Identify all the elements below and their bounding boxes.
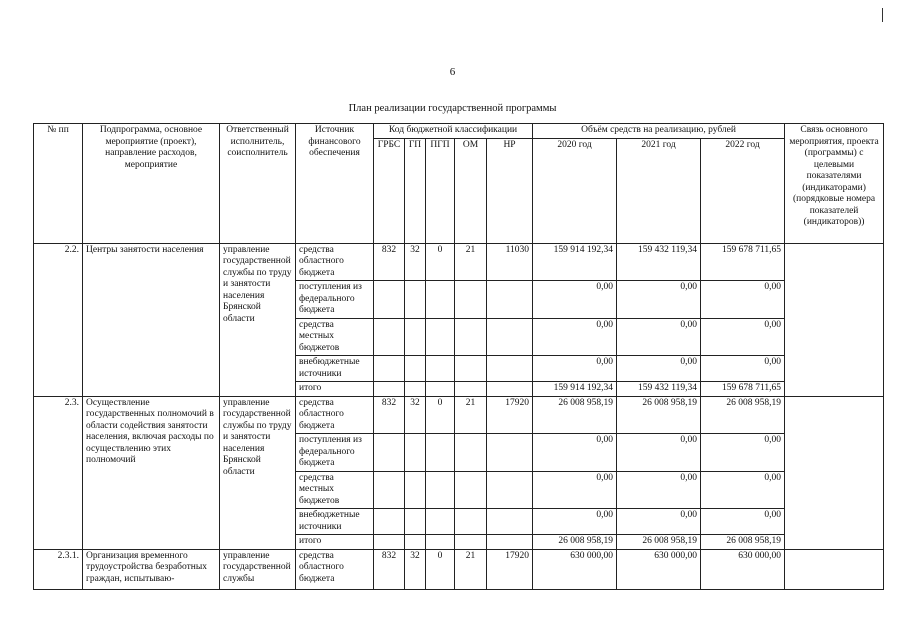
source-regional: средства областного бюджета [296,243,374,281]
value-2020: 0,00 [533,509,617,535]
header-executor: Ответственный исполнитель, соисполнитель [220,124,296,244]
code-np: 17920 [487,396,533,434]
value-2022: 0,00 [701,471,785,509]
edge-mark [882,8,883,22]
code-grbs: 832 [374,396,405,434]
value-2021: 0,00 [617,318,701,356]
value-2021: 0,00 [617,471,701,509]
header-budget-code: Код бюджетной классификации [374,124,533,139]
header-gp: ГП [405,138,426,243]
table-row [34,549,884,589]
row-name: Организация временного трудоустройства безработных граждан, испытываю- [83,549,220,589]
code-om: 21 [455,549,487,589]
row-num: 2.3. [34,396,83,549]
value-2022: 0,00 [701,281,785,319]
header-pgp: ПГП [426,138,455,243]
value-2020: 0,00 [533,318,617,356]
header-2020: 2020 год [533,138,617,243]
total-2021: 26 008 958,19 [617,535,701,550]
source-total: итого [296,382,374,397]
header-2022: 2022 год [701,138,785,243]
value-2021: 0,00 [617,509,701,535]
row-num: 2.3.1. [34,549,83,589]
code-gp: 32 [405,243,426,281]
code-grbs: 832 [374,243,405,281]
header-source: Источник финансового обеспечения [296,124,374,244]
code-om: 21 [455,396,487,434]
code-grbs: 832 [374,549,405,589]
value-2020: 0,00 [533,281,617,319]
source-local: средства местных бюджетов [296,471,374,509]
source-extra: внебюджетные источники [296,356,374,382]
code-gp: 32 [405,549,426,589]
value-2022: 159 678 711,65 [701,243,785,281]
source-local: средства местных бюджетов [296,318,374,356]
source-extra: внебюджетные источники [296,509,374,535]
header-num: № пп [34,124,83,244]
header-np: НР [487,138,533,243]
row-executor: управление государственной службы по труду и занятости населения Брянской области [220,243,296,396]
header-2021: 2021 год [617,138,701,243]
code-np: 17920 [487,549,533,589]
header-link: Связь основного мероприятия, проекта (программы) с целевыми показателями (индикаторами) (порядковые номера показателей (индикаторов)) [785,124,884,244]
program-plan-table [33,123,884,590]
header-om: ОМ [455,138,487,243]
total-2020: 26 008 958,19 [533,535,617,550]
value-2022: 630 000,00 [701,549,785,589]
source-regional: средства областного бюджета [296,396,374,434]
value-2021: 159 432 119,34 [617,243,701,281]
page-number: 6 [449,66,456,78]
value-2021: 26 008 958,19 [617,396,701,434]
value-2021: 0,00 [617,281,701,319]
row-name: Осуществление государственных полномочий в области содействия занятости населения, включая расходы по осуществлению этих полномочий [83,396,220,549]
source-federal: поступления из федерального бюджета [296,281,374,319]
value-2020: 159 914 192,34 [533,243,617,281]
code-om: 21 [455,243,487,281]
total-2022: 159 678 711,65 [701,382,785,397]
value-2020: 630 000,00 [533,549,617,589]
value-2021: 0,00 [617,434,701,472]
source-federal: поступления из федерального бюджета [296,434,374,472]
total-2020: 159 914 192,34 [533,382,617,397]
table-row [34,243,884,281]
value-2021: 630 000,00 [617,549,701,589]
header-subprogram: Подпрограмма, основное мероприятие (проект), направление расходов, мероприятие [83,124,220,244]
code-pgp: 0 [426,243,455,281]
value-2020: 0,00 [533,356,617,382]
source-total: итого [296,535,374,550]
code-pgp: 0 [426,549,455,589]
value-2020: 0,00 [533,434,617,472]
total-2022: 26 008 958,19 [701,535,785,550]
row-link [785,549,884,589]
code-np: 11030 [487,243,533,281]
header-volume: Объём средств на реализацию, рублей [533,124,785,139]
code-gp: 32 [405,396,426,434]
header-grbs: ГРБС [374,138,405,243]
code-pgp: 0 [426,396,455,434]
value-2022: 0,00 [701,509,785,535]
value-2020: 0,00 [533,471,617,509]
row-executor: управление государственной службы по труду и занятости населения Брянской области [220,396,296,549]
table-row [34,396,884,434]
row-link [785,396,884,549]
row-executor: управление государственной службы [220,549,296,589]
source-regional: средства областного бюджета [296,549,374,589]
row-num: 2.2. [34,243,83,396]
value-2022: 26 008 958,19 [701,396,785,434]
row-link [785,243,884,396]
value-2022: 0,00 [701,434,785,472]
row-name: Центры занятости населения [83,243,220,396]
total-2021: 159 432 119,34 [617,382,701,397]
value-2021: 0,00 [617,356,701,382]
value-2020: 26 008 958,19 [533,396,617,434]
value-2022: 0,00 [701,356,785,382]
value-2022: 0,00 [701,318,785,356]
document-title: План реализации государственной программы [348,103,557,114]
